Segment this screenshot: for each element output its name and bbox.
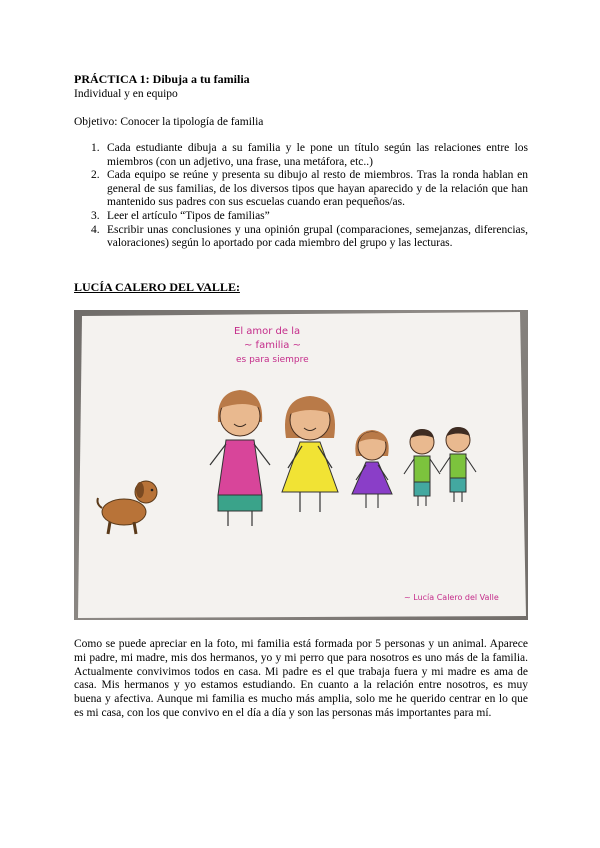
list-item xyxy=(74,142,528,169)
list-item-text: Leer el artículo “Tipos de familias” xyxy=(107,209,270,222)
instruction-list xyxy=(74,142,528,251)
objective: Objetivo: Conocer la tipología de familia xyxy=(74,116,264,128)
family-drawing xyxy=(74,310,528,620)
list-item-text: Cada estudiante dibuja a su familia y le pone un título según las relaciones entre los miembros (con un adjetivo, una frase, una metáfora, etc..) xyxy=(107,142,528,168)
list-item-text: Escribir unas conclusiones y una opinión grupal (comparaciones, semejanzas, diferencias, valoraciones) según lo aportado por cada miembro del grupo y las lecturas. xyxy=(107,223,528,250)
list-item-number: 2. xyxy=(91,169,100,182)
drawing-caption-line-3: es para siempre xyxy=(236,355,309,365)
drawing-signature: ~ Lucía Calero del Valle xyxy=(404,593,499,602)
list-item xyxy=(74,210,528,224)
author-heading: LUCÍA CALERO DEL VALLE: xyxy=(74,280,240,294)
list-item xyxy=(74,169,528,210)
list-item xyxy=(74,224,528,251)
family-drawing-photo xyxy=(74,310,528,620)
page-title: PRÁCTICA 1: Dibuja a tu familia xyxy=(74,72,250,86)
drawing-caption-line-2: ~ familia ~ xyxy=(244,340,301,351)
list-item-number: 3. xyxy=(91,209,100,222)
list-item-text: Cada equipo se reúne y presenta su dibujo al resto de miembros. Tras la ronda hablan en general de sus familias, de los diversos tipos que hayan aparecido y de la relación que han mantenido sus padres con sus escuelas cuando eran pequeños/as. xyxy=(107,169,528,209)
drawing-caption-line-1: El amor de la xyxy=(234,326,301,337)
body-paragraph: Como se puede apreciar en la foto, mi familia está formada por 5 personas y un animal. Aparece mi padre, mi madre, mis dos hermanos, yo y mi perro que para nosotros es uno más de la familia. Actualmente convivimos todos en casa. Mi padre es el que trabaja fuera y mi madre es ama de casa. Mis hermanos y yo estamos estudiando. En cuanto a la relación entre nosotros, es muy buena y afectiva. Aunque mi familia es mucho más amplia, solo me he querido centrar en lo que es mi casa, con los que convivo en el día a día y son las personas más importantes para mí. xyxy=(74,638,528,719)
subtitle: Individual y en equipo xyxy=(74,88,178,100)
list-item-number: 4. xyxy=(91,223,100,236)
list-item-number: 1. xyxy=(91,142,100,154)
